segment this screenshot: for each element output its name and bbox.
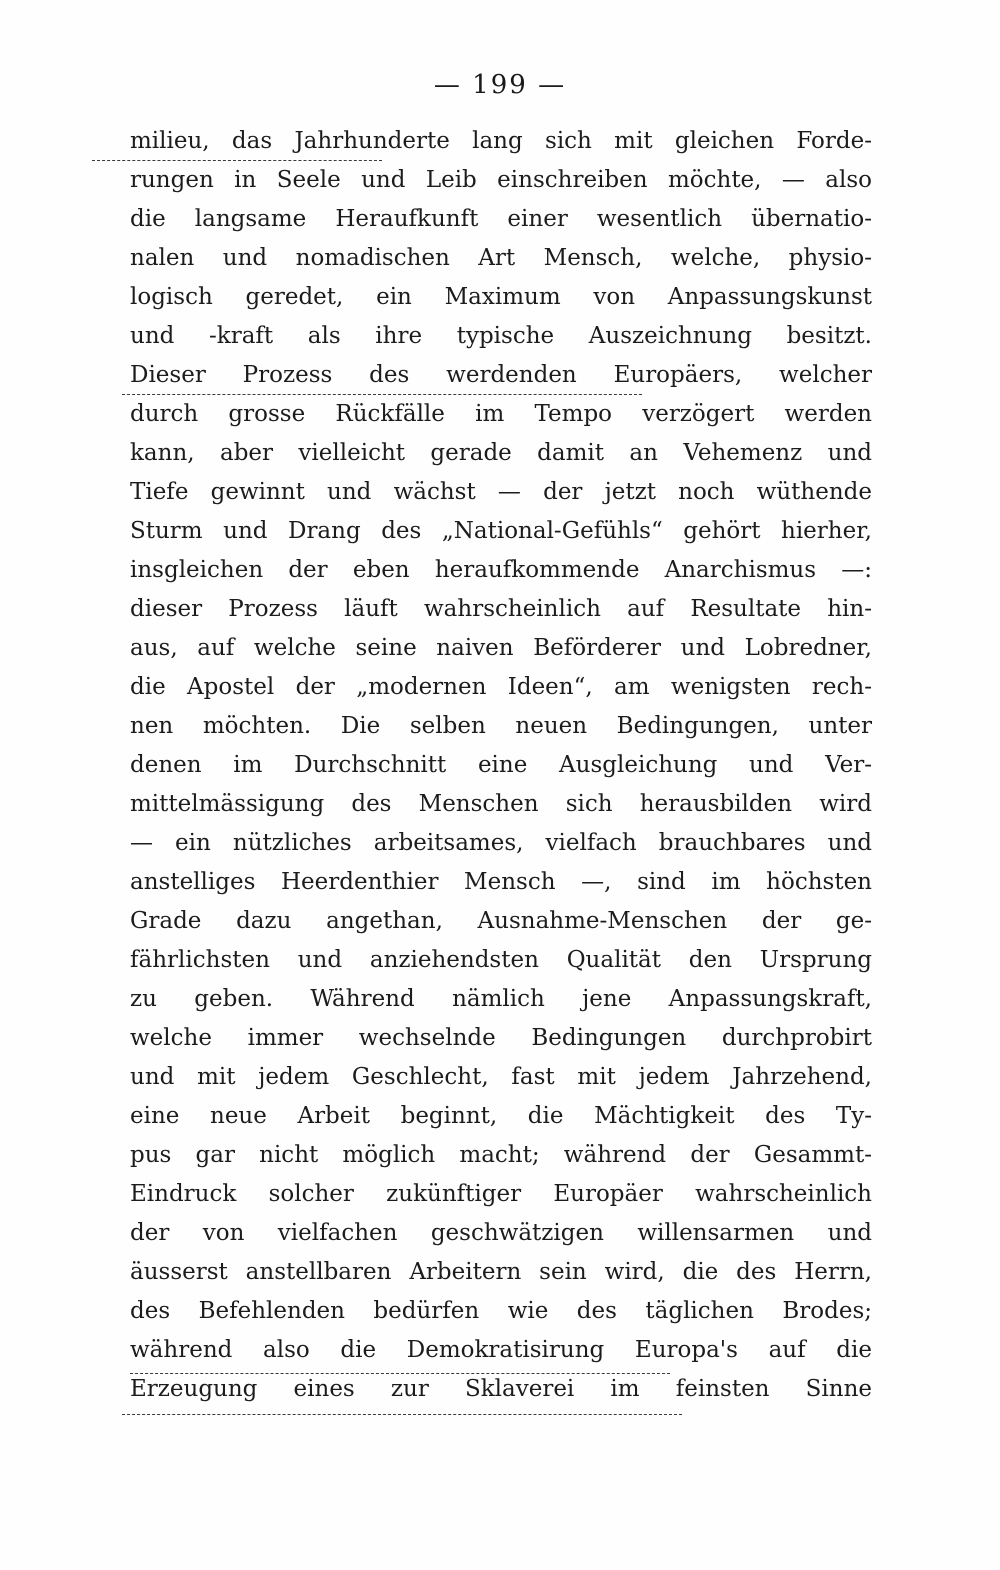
pencil-underline-mark (122, 1414, 682, 1415)
text-line: äusserst anstellbaren Arbeitern sein wird, die des Herrn, (130, 1259, 872, 1285)
pencil-underline-mark (122, 394, 642, 395)
text-line: aus, auf welche seine naiven Beförderer und Lobredner, (130, 635, 872, 661)
text-line: während also die Demokratisirung Europa's auf die (130, 1337, 872, 1363)
text-line: Dieser Prozess des werdenden Europäers, welcher (130, 362, 872, 388)
text-line: nen möchten. Die selben neuen Bedingungen, unter (130, 713, 872, 739)
text-line: dieser Prozess läuft wahrscheinlich auf Resultate hin- (130, 596, 872, 622)
text-line: rungen in Seele und Leib einschreiben möchte, — also (130, 167, 872, 193)
text-line: Grade dazu angethan, Ausnahme-Menschen der ge- (130, 908, 872, 934)
text-line: die Apostel der „modernen Ideen“, am wenigsten rech- (130, 674, 872, 700)
text-line: — ein nützliches arbeitsames, vielfach brauchbares und (130, 830, 872, 856)
text-line: Erzeugung eines zur Sklaverei im feinsten Sinne (130, 1376, 872, 1402)
text-line: kann, aber vielleicht gerade damit an Vehemenz und (130, 440, 872, 466)
text-line: denen im Durchschnitt eine Ausgleichung und Ver- (130, 752, 872, 778)
text-line: des Befehlenden bedürfen wie des täglichen Brodes; (130, 1298, 872, 1324)
text-line: Sturm und Drang des „National-Gefühls“ gehört hierher, (130, 518, 872, 544)
text-line: mittelmässigung des Menschen sich herausbilden wird (130, 791, 872, 817)
text-line: nalen und nomadischen Art Mensch, welche, physio- (130, 245, 872, 271)
text-line: logisch geredet, ein Maximum von Anpassungskunst (130, 284, 872, 310)
text-line: anstelliges Heerdenthier Mensch —, sind im höchsten (130, 869, 872, 895)
body-text (130, 122, 872, 1409)
page-number: — 199 — (433, 70, 567, 100)
text-line: eine neue Arbeit beginnt, die Mächtigkeit des Ty- (130, 1103, 872, 1129)
text-line: welche immer wechselnde Bedingungen durchprobirt (130, 1025, 872, 1051)
text-line: zu geben. Während nämlich jene Anpassungskraft, (130, 986, 872, 1012)
text-line: der von vielfachen geschwätzigen willensarmen und (130, 1220, 872, 1246)
text-line: und -kraft als ihre typische Auszeichnung besitzt. (130, 323, 872, 349)
pencil-underline-mark (130, 1373, 670, 1374)
text-line: durch grosse Rückfälle im Tempo verzögert werden (130, 401, 872, 427)
text-line: und mit jedem Geschlecht, fast mit jedem Jahrzehend, (130, 1064, 872, 1090)
text-line: fährlichsten und anziehendsten Qualität den Ursprung (130, 947, 872, 973)
text-line: Eindruck solcher zukünftiger Europäer wahrscheinlich (130, 1181, 872, 1207)
text-line: pus gar nicht möglich macht; während der Gesammt- (130, 1142, 872, 1168)
text-line: milieu, das Jahrhunderte lang sich mit gleichen Forde- (130, 128, 872, 154)
pencil-underline-mark (92, 160, 382, 161)
text-line: die langsame Heraufkunft einer wesentlich übernatio- (130, 206, 872, 232)
text-line: insgleichen der eben heraufkommende Anarchismus —: (130, 557, 872, 583)
text-line: Tiefe gewinnt und wächst — der jetzt noch wüthende (130, 479, 872, 505)
